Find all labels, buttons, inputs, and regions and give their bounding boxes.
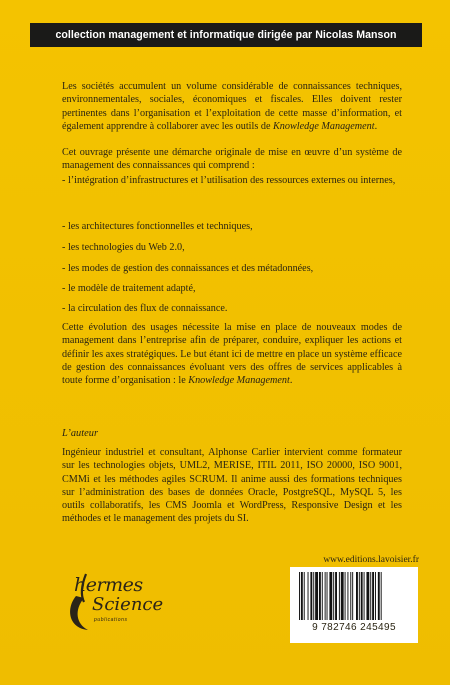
list-item: - les modes de gestion des connaissances et des métadonnées,: [62, 263, 314, 274]
barcode-bar: [356, 572, 358, 620]
barcode-bar: [301, 572, 303, 620]
barcode-bar: [315, 572, 318, 620]
barcode-bar: [370, 572, 371, 620]
barcode-bar: [325, 572, 326, 620]
collection-title: collection management et informatique dirigée par Nicolas Manson: [55, 29, 397, 41]
barcode-bar: [366, 572, 369, 620]
barcode-bar: [352, 572, 353, 620]
list-item: - les architectures fonctionnelles et techniques,: [62, 221, 253, 232]
barcode-bar: [313, 572, 314, 620]
barcode-bar: [339, 572, 340, 620]
barcode: [290, 567, 418, 643]
barcode-bar: [333, 572, 334, 620]
barcode-bar: [299, 572, 300, 620]
evolution-paragraph: [62, 321, 402, 387]
logo-science: Science: [92, 594, 164, 615]
collection-header-band: [30, 23, 422, 47]
barcode-bar: [319, 572, 321, 620]
publisher-url[interactable]: www.editions.lavoisier.fr: [323, 555, 419, 565]
barcode-bar: [345, 572, 346, 620]
barcode-bar: [372, 572, 374, 620]
evolution-emphasis: Knowledge Management: [188, 375, 290, 387]
barcode-bar: [364, 572, 365, 620]
barcode-bar: [341, 572, 344, 620]
barcode-bar: [381, 572, 382, 620]
barcode-bar: [304, 572, 305, 620]
isbn-number: 9 782746 245495: [312, 622, 396, 633]
barcode-bar: [359, 572, 360, 620]
barcode-bar: [329, 572, 332, 620]
barcode-bar: [375, 572, 376, 620]
barcode-bar: [308, 572, 309, 620]
evolution-text: Cette évolution des usages nécessite la mise en place de nouveaux modes de management dans l’entreprise afin de préparer, conduire, expliquer les actions et définir les axes stratégiques. Le but étant ici de mettre en place un système efficace de gestion des connaissances évoluant vers des offres de services applicables à toute forme d’organisation : le: [62, 322, 402, 387]
list-item: - l’intégration d’infrastructures et l’utilisation des ressources externes ou internes,: [62, 175, 396, 186]
intro-paragraph: [62, 80, 402, 133]
barcode-bar: [361, 572, 363, 620]
author-heading: L’auteur: [62, 428, 98, 439]
evolution-end: .: [289, 375, 293, 387]
logo-publications: publications: [94, 617, 128, 623]
list-item: - les technologies du Web 2.0,: [62, 242, 185, 253]
barcode-bar: [350, 572, 351, 620]
barcode-bars-icon: [297, 572, 411, 622]
barcode-bar: [310, 572, 312, 620]
barcode-bar: [378, 572, 380, 620]
publisher-logo: [56, 568, 166, 640]
list-item: - la circulation des flux de connaissance.: [62, 303, 228, 314]
intro-text: Les sociétés accumulent un volume considérable de connaissances techniques, environnementales, sociales, économiques et fiscales. Elles doivent rester pertinentes dans l’organisation et l’exploitation de cette masse d’information, et également apprendre à collaborer avec les outils de: [62, 81, 402, 132]
approach-paragraph: Cet ouvrage présente une démarche originale de mise en œuvre d’un système de management des connaissances qui comprend :: [62, 147, 402, 172]
barcode-bar: [322, 572, 323, 620]
intro-emphasis: Knowledge Management: [273, 120, 375, 132]
author-paragraph: Ingénieur industriel et consultant, Alphonse Carlier intervient comme formateur sur les technologies objets, UML2, MERISE, ITIL 2011, ISO 20000, ISO 9001, CMMi et les méthodes agiles SCRUM. Il anime aussi des formations techniques sur l’administration des bases de données Oracle, PostgreSQL, MySQL 5, les outils collaboratifs, les CMS Joomla et WordPress, Responsive Design et les méthodes et le management des projets du SI.: [62, 447, 402, 525]
logo-hermes: hermes: [74, 574, 143, 596]
barcode-bar: [335, 572, 337, 620]
barcode-bar: [347, 572, 348, 620]
barcode-bar: [327, 572, 328, 620]
intro-end: .: [374, 120, 378, 132]
list-item: - le modèle de traitement adapté,: [62, 283, 196, 294]
